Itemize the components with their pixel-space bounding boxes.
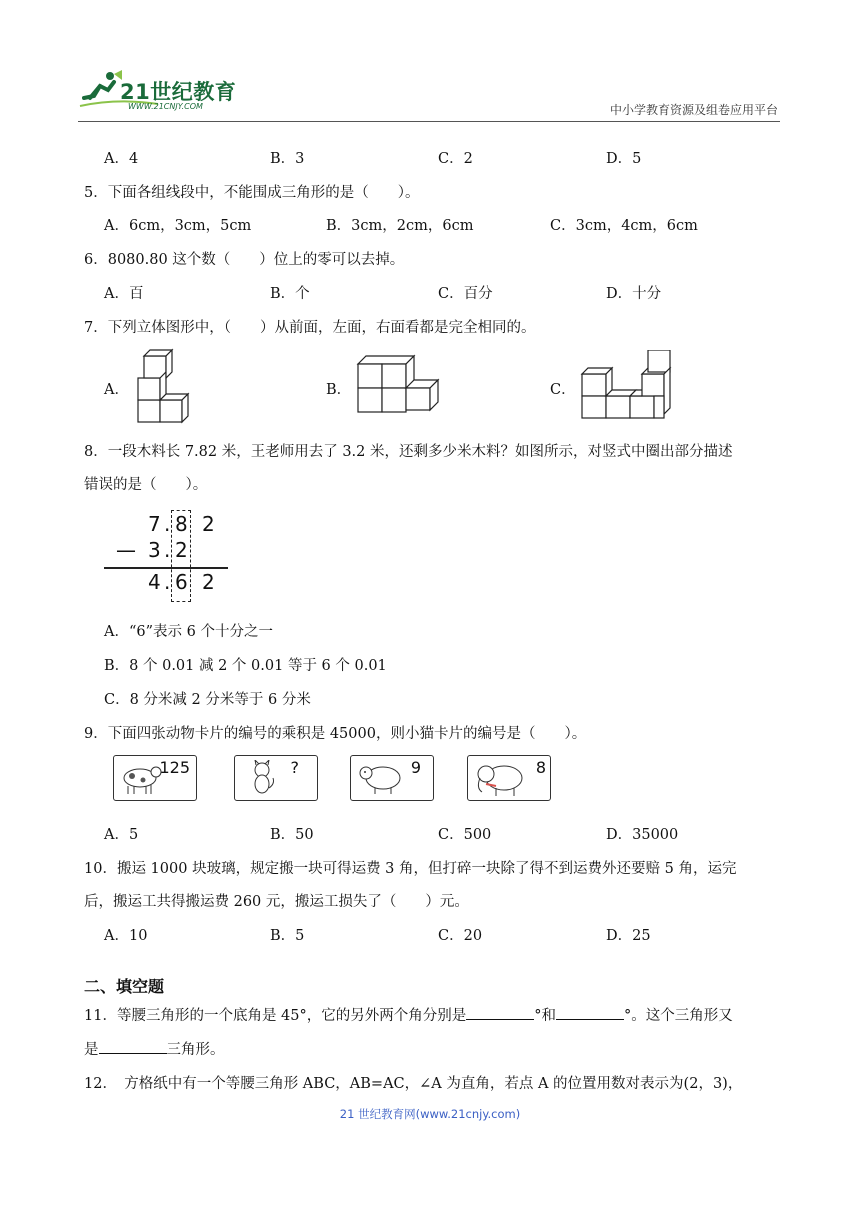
q7-option-c: C． (550, 382, 576, 398)
q11-blank-2[interactable] (556, 1005, 624, 1020)
q11-line2-b: 三角形。 (166, 1042, 225, 1058)
q5-option-b: B．3cm，2cm，6cm (326, 218, 474, 234)
v-r3-digit1: 4 (148, 570, 161, 594)
q12-question: 12． 方格纸中有一个等腰三角形 ABC，AB=AC，∠A 为直角，若点 A 的位置用数对表示为(2，3)， (84, 1076, 743, 1092)
elephant-icon (474, 760, 526, 798)
q8-option-c: C．8 分米减 2 分米等于 6 分米 (104, 692, 311, 708)
q10-option-b: B．5 (270, 928, 305, 944)
animal-card-elephant (467, 755, 551, 801)
card-number-sheep: 9 (410, 758, 421, 777)
v-r1-digit1: 7 (148, 512, 161, 536)
header-divider (78, 121, 780, 122)
card-number-cat: ? (290, 758, 299, 777)
v-dashed-highlight (171, 510, 191, 602)
q6-option-b: B．个 (270, 286, 310, 302)
q5-option-c: C．3cm，4cm，6cm (550, 218, 698, 234)
q11-blank-1[interactable] (466, 1005, 534, 1020)
animal-card-cat (234, 755, 318, 801)
q7-option-a: A． (104, 382, 129, 398)
q9-question: 9．下面四张动物卡片的编号的乘积是 45000，则小猫卡片的编号是（ ）。 (84, 726, 587, 742)
q10-question-line1: 10．搬运 1000 块玻璃，规定搬一块可得运费 3 角，但打碎一块除了得不到运费外还要赔 5 角，运完 (84, 861, 737, 877)
cow-icon (118, 762, 162, 796)
v-r3-point: . (164, 570, 171, 594)
q11-part3: °。这个三角形又 (624, 1008, 733, 1024)
q11-line2-a: 是 (84, 1042, 99, 1058)
q8-question-line1: 8．一段木料长 7.82 米，王老师用去了 3.2 米，还剩多少米木料？如图所示，对竖式中圈出部分描述 (84, 444, 733, 460)
cat-icon (247, 760, 277, 796)
q5-question: 5．下面各组线段中，不能围成三角形的是（ ）。 (84, 185, 420, 201)
v-r3-digit2: 6 (175, 570, 188, 594)
cube-figure-a (134, 348, 194, 426)
q11-question-line2 (84, 1038, 225, 1059)
q11-part1: 11．等腰三角形的一个底角是 45°，它的另外两个角分别是 (84, 1008, 467, 1024)
q11-blank-3[interactable] (99, 1039, 167, 1054)
q4-option-a: A．4 (104, 151, 139, 167)
animal-card-sheep (350, 755, 434, 801)
cube-figure-b (354, 352, 440, 418)
q7-question: 7．下列立体图形中，（ ）从前面，左面，右面看都是完全相同的。 (84, 320, 536, 336)
sheep-icon (357, 762, 403, 796)
q9-option-d: D．35000 (606, 827, 679, 843)
q6-option-d: D．十分 (606, 286, 662, 302)
v-r1-digit3: 2 (202, 512, 215, 536)
q4-option-d: D．5 (606, 151, 642, 167)
logo-text: 21世纪教育 (120, 80, 237, 104)
v-r2-digit2: 2 (175, 538, 188, 562)
q4-option-b: B．3 (270, 151, 305, 167)
card-number-cow: 125 (159, 758, 190, 777)
q6-option-c: C．百分 (438, 286, 493, 302)
q9-option-b: B．50 (270, 827, 314, 843)
q6-question: 6．8080.80 这个数（ ）位上的零可以去掉。 (84, 252, 405, 268)
footer-link[interactable]: 21 世纪教育网(www.21cnjy.com) (339, 1107, 521, 1121)
q6-option-a: A．百 (104, 286, 144, 302)
platform-title: 中小学教育资源及组卷应用平台 (609, 103, 778, 117)
v-sum-line (104, 567, 228, 569)
animal-card-cow (113, 755, 197, 801)
q9-option-a: A．5 (104, 827, 139, 843)
q5-option-a: A．6cm，3cm，5cm (104, 218, 252, 234)
v-r1-digit2: 8 (175, 512, 188, 536)
q11-question-line1 (84, 1004, 733, 1025)
q9-option-c: C．500 (438, 827, 492, 843)
q8-question-line2: 错误的是（ ）。 (84, 477, 208, 493)
v-r2-point: . (164, 538, 171, 562)
card-number-elephant: 8 (535, 758, 546, 777)
q4-option-c: C．2 (438, 151, 473, 167)
v-r1-point: . (164, 512, 171, 536)
q10-option-d: D．25 (606, 928, 651, 944)
section-title-fill-blank: 二、填空题 (84, 977, 165, 996)
q8-option-b: B．8 个 0.01 减 2 个 0.01 等于 6 个 0.01 (104, 658, 387, 674)
q11-part2: °和 (534, 1008, 557, 1024)
v-minus-sign: — (116, 538, 136, 562)
logo-url: WWW.21CNJY.COM (128, 102, 203, 111)
cube-figure-c (578, 350, 680, 422)
v-r2-digit1: 3 (148, 538, 161, 562)
q10-question-line2: 后，搬运工共得搬运费 260 元，搬运工损失了（ ）元。 (84, 894, 469, 910)
q10-option-a: A．10 (104, 928, 148, 944)
q8-option-a: A．“6”表示 6 个十分之一 (104, 624, 273, 640)
q7-option-b: B． (326, 382, 352, 398)
q10-option-c: C．20 (438, 928, 483, 944)
v-r3-digit3: 2 (202, 570, 215, 594)
